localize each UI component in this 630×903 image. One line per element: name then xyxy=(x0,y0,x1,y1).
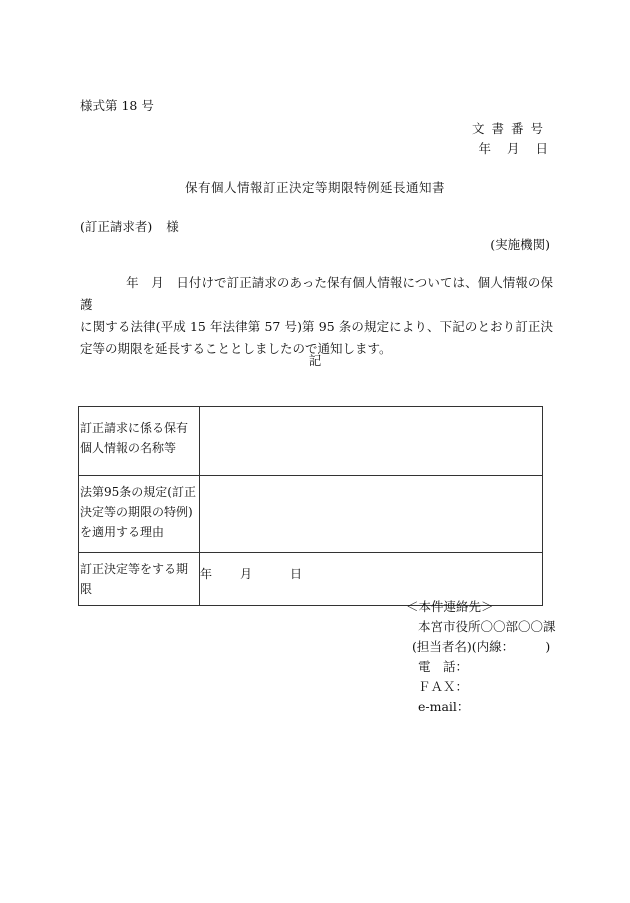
requester-honorific: 様 xyxy=(166,219,179,234)
form-number: 様式第 18 号 xyxy=(80,98,154,113)
document-number-label: 文書番号 xyxy=(471,121,550,136)
table-label-cell: 訂正請求に係る保有個人情報の名称等 xyxy=(79,407,200,476)
contact-heading: ＜本件連絡先＞ xyxy=(406,599,494,614)
ki-heading: 記 xyxy=(308,353,322,368)
contact-email: e-mail： xyxy=(418,699,470,714)
body-line-2: に関する法律(平成 15 年法律第 57 号)第 95 条の規定により、下記のとおり訂正決定等 xyxy=(80,319,553,356)
agency-label: (実施機関) xyxy=(490,237,550,252)
table-row xyxy=(79,407,543,476)
deadline-day-label: 日 xyxy=(290,567,303,581)
body-paragraph xyxy=(80,272,553,360)
table-value-cell xyxy=(200,407,543,476)
contact-block xyxy=(406,597,556,717)
requester-line xyxy=(80,217,179,235)
deadline-month-label: 月 xyxy=(240,567,253,581)
body-line-1 xyxy=(80,272,553,316)
table-row xyxy=(79,476,543,553)
contact-department: 本宮市役所〇〇部〇〇課 xyxy=(418,619,556,634)
date-month-label: 月 xyxy=(506,141,522,156)
requester-label: (訂正請求者) xyxy=(80,219,153,234)
contact-telephone: 電 話： xyxy=(418,659,469,674)
detail-table xyxy=(78,406,543,606)
page-title: 保有個人情報訂正決定等期限特例延長通知書 xyxy=(184,180,445,195)
table-value-cell xyxy=(200,476,543,553)
body-line-3: の期限を延長することとしましたので通知します。 xyxy=(105,341,392,356)
date-day-label: 日 xyxy=(535,141,550,156)
contact-fax: ＦＡＸ： xyxy=(418,679,469,694)
table-label-cell: 訂正決定等をする期限 xyxy=(79,553,200,606)
table-label-cell: 法第95条の規定(訂正決定等の期限の特例)を適用する理由 xyxy=(79,476,200,553)
document-date xyxy=(478,139,550,157)
body-line-1-text: 年 月 日付けで訂正請求のあった保有個人情報については、個人情報の保護 xyxy=(80,275,553,312)
date-year-label: 年 xyxy=(478,141,493,156)
deadline-year-label: 年 xyxy=(200,567,213,581)
contact-person: (担当者名)(内線： ) xyxy=(412,639,551,654)
